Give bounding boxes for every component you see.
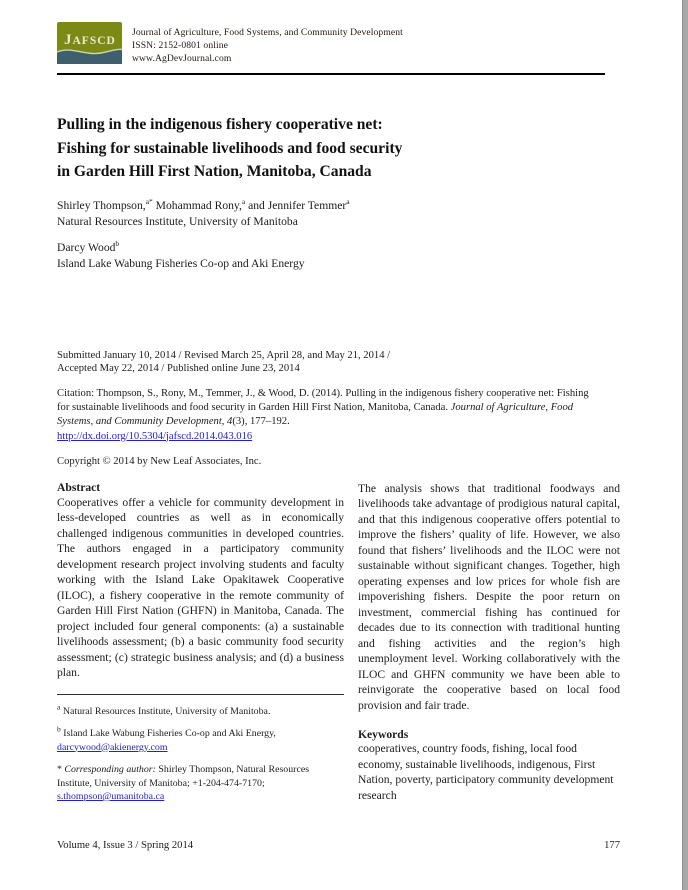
header-divider — [57, 73, 605, 75]
author-affiliation: Natural Resources Institute, University of Manitoba — [57, 214, 298, 228]
article-title-line3: in Garden Hill First Nation, Manitoba, Canada — [57, 163, 372, 180]
author-name: Darcy Wood — [57, 240, 116, 254]
footnote-mark: * — [57, 764, 62, 775]
jafscd-logo — [57, 22, 122, 64]
footnote-corresponding — [57, 763, 344, 804]
doi-link[interactable]: http://dx.doi.org/10.5304/jafscd.2014.043.016 — [57, 430, 253, 442]
email-link-sthompson[interactable]: s.thompson@umanitoba.ca — [57, 791, 165, 802]
left-column — [57, 481, 344, 813]
citation — [57, 387, 602, 444]
copyright-notice: Copyright © 2014 by New Leaf Associates, Inc. — [57, 455, 262, 467]
footer-volume: Volume 4, Issue 3 / Spring 2014 — [57, 840, 194, 851]
footnote-mark: b — [57, 724, 61, 734]
author-line — [57, 198, 620, 214]
abstract-columns — [57, 481, 620, 813]
page-footer — [57, 840, 620, 851]
author-name: Mohammad Rony, — [152, 198, 242, 212]
keywords-heading: Keywords — [358, 728, 409, 741]
citation-text: Citation: Thompson, S., Rony, M., Temmer, J., & Wood, D. (2014). Pulling in the indigenous fishery cooperative net: Fishing for sustainable livelihoods and food security in Garden Hill First Nation, Manitoba, Canada. — [57, 387, 589, 413]
logo-wordmark: JAFSCD — [64, 32, 116, 48]
author-name: and Jennifer Temmer — [245, 198, 347, 212]
citation-text-after: (3), 177–192. — [232, 415, 290, 427]
author-affil-mark: a — [346, 196, 350, 206]
submission-dates — [57, 349, 620, 375]
dates-line2: Accepted May 22, 2014 / Published online June 23, 2014 — [57, 362, 300, 374]
journal-name: Journal of Agriculture, Food Systems, and Community Development — [132, 27, 403, 38]
footnotes — [57, 702, 344, 804]
page-content — [57, 0, 620, 813]
author-affil-mark: a* — [145, 196, 153, 206]
email-link-darcywood[interactable]: darcywood@akienergy.com — [57, 741, 168, 753]
footnote-divider — [57, 694, 344, 695]
journal-website: www.AgDevJournal.com — [132, 53, 232, 64]
article-title-line2: Fishing for sustainable livelihoods and food security — [57, 139, 403, 157]
dates-line1: Submitted January 10, 2014 / Revised March 25, April 28, and May 21, 2014 / — [57, 349, 391, 361]
author-affil-mark: a — [241, 196, 246, 206]
author-affil-mark: b — [115, 238, 120, 248]
journal-issn: ISSN: 2152-0801 online — [132, 40, 229, 51]
corresponding-author-label: Corresponding author: — [61, 764, 156, 775]
abstract-text-left: Cooperatives offer a vehicle for community development in less-developed countries as well as in economically challenged indigenous communities in developed countries. The authors engaged in a participatory community development research project involving students and faculty working with the Island Lake Opakitawek Cooperative (ILOC), a fishery cooperative in the remote community of Garden Hill First Nation (GHFN) in Manitoba, Canada. The project included four general components: (a) a sustainable livelihoods assessment; (b) a basic community food security assessment; (c) strategic business analysis; and (d) a business plan. — [57, 495, 344, 679]
author-name: Shirley Thompson, — [57, 198, 146, 212]
keywords-text: cooperatives, country foods, fishing, local food economy, sustainable livelihoods, indigenous, First Nation, poverty, participatory community development research — [358, 742, 614, 802]
viewer-page-edge — [682, 0, 688, 890]
footer-page-number: 177 — [604, 840, 620, 851]
journal-header — [57, 0, 620, 65]
footnote-mark: a — [57, 702, 61, 712]
right-column — [358, 481, 620, 813]
citation-journal-name: Journal of Agriculture, Food Systems, and Community Development, 4 — [57, 401, 574, 427]
author-affiliation: Island Lake Wabung Fisheries Co-op and Aki Energy — [57, 256, 305, 270]
abstract-heading: Abstract — [57, 480, 101, 494]
footnote-text: Natural Resources Institute, University of Manitoba. — [60, 705, 271, 717]
article-title-line1: Pulling in the indigenous fishery cooperative net: — [57, 116, 383, 133]
article-title — [57, 113, 620, 184]
footnote-text: Island Lake Wabung Fisheries Co-op and Aki Energy, — [60, 728, 276, 739]
abstract-text-right: The analysis shows that traditional foodways and livelihoods take advantage of prodigious natural capital, and that this indigenous cooperative offers potential to improve the fishers’ quality of life. However, we also found that fishers’ livelihoods and the ILOC were not sustainable without significant changes. Together, high operating expenses and low prices for whole fish are impoverishing fishers. Despite the poor return on investment, commercial fishing has continued for decades due to its connection with traditional hunting and fishing activities and the region’s high unemployment level. Working collaboratively with the ILOC and GHFN community we have been able to reinvigorate the cooperative based on local food provision and fair trade. — [358, 481, 620, 712]
footnote-a — [57, 702, 344, 719]
journal-header-text — [132, 22, 403, 65]
author-block — [57, 198, 620, 272]
author-line — [57, 240, 620, 256]
footnote-b — [57, 724, 344, 754]
footnote-text: Shirley Thompson, Natural Resources Institute, University of Manitoba; +1-204-474-7170; — [57, 764, 310, 789]
